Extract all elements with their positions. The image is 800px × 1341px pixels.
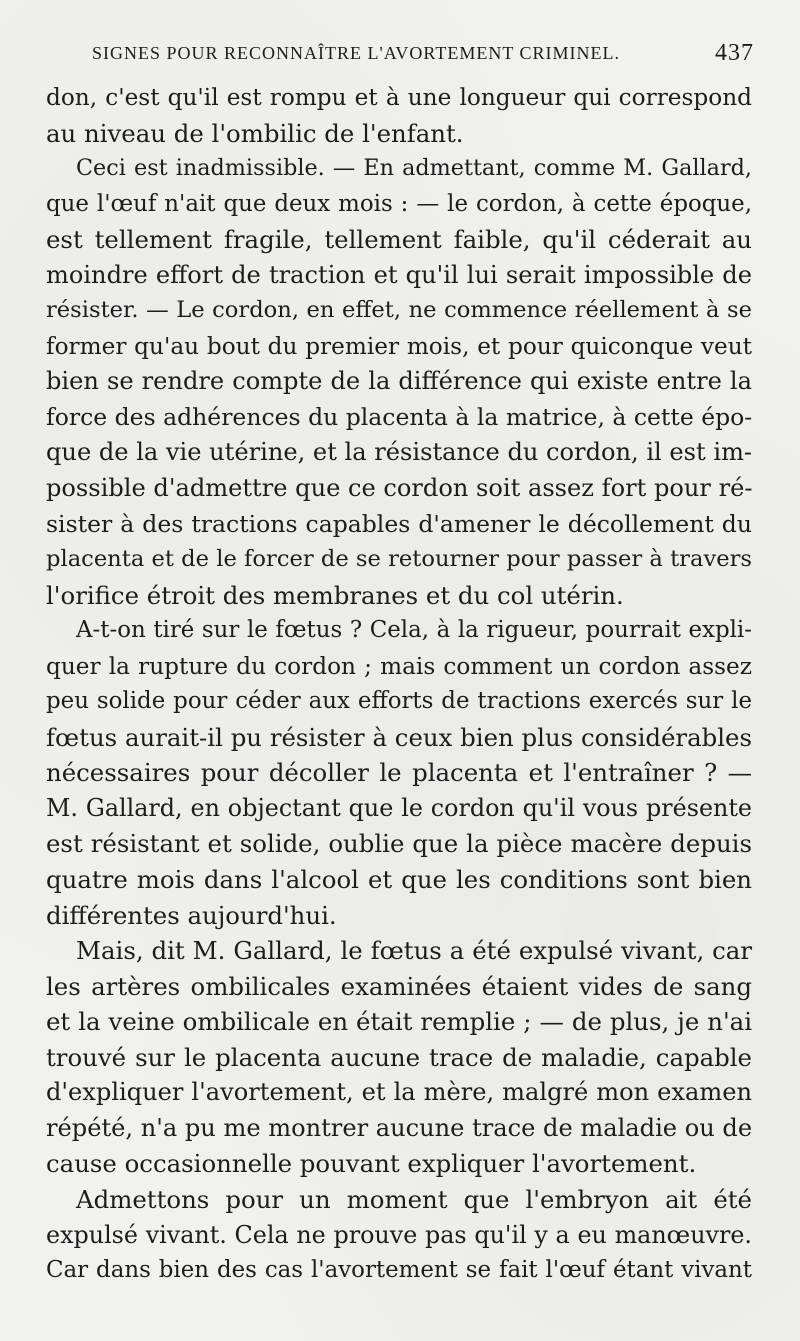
text-line: résister. — Le cordon, en effet, ne commence réellement à se bbox=[46, 297, 752, 324]
text-line: nécessaires pour décoller le placenta et l'entraîner ? — bbox=[46, 758, 752, 788]
text-line: quatre mois dans l'alcool et que les conditions sont bien bbox=[46, 865, 752, 895]
text-line: que l'œuf n'ait que deux mois : — le cordon, à cette époque, bbox=[46, 190, 752, 217]
text-line: quer la rupture du cordon ; mais comment un cordon assez bbox=[46, 652, 752, 680]
text-line: au niveau de l'ombilic de l'enfant. bbox=[46, 118, 464, 148]
body-text bbox=[46, 80, 752, 1289]
running-title: SIGNES POUR RECONNAÎTRE L'AVORTEMENT CRIMINEL. bbox=[92, 42, 621, 63]
text-line: expulsé vivant. Cela ne prouve pas qu'il y a eu manœuvre. bbox=[46, 1220, 752, 1249]
text-line: Admettons pour un moment que l'embryon ait été bbox=[76, 1184, 752, 1214]
text-line: M. Gallard, en objectant que le cordon qu'il vous présente bbox=[46, 793, 752, 822]
text-line: est résistant et solide, oublie que la pièce macère depuis bbox=[46, 829, 752, 859]
text-line: sister à des tractions capables d'amener le décollement du bbox=[46, 509, 752, 538]
text-line: répété, n'a pu me montrer aucune trace de maladie ou de bbox=[46, 1113, 753, 1142]
text-line: Ceci est inadmissible. — En admettant, comme M. Gallard, bbox=[76, 155, 752, 182]
text-line: les artères ombilicales examinées étaient vides de sang bbox=[46, 971, 752, 1001]
text-line: A-t-on tiré sur le fœtus ? Cela, à la rigueur, pourrait expli- bbox=[76, 617, 752, 644]
text-line: don, c'est qu'il est rompu et à une longueur qui correspond bbox=[46, 84, 752, 111]
text-line: l'orifice étroit des membranes et du col utérin. bbox=[46, 580, 624, 610]
text-line: trouvé sur le placenta aucune trace de maladie, capable bbox=[46, 1042, 752, 1072]
page-header bbox=[92, 36, 754, 70]
text-line: peu solide pour céder aux efforts de tractions exercés sur le bbox=[46, 688, 752, 715]
text-line: possible d'admettre que ce cordon soit assez fort pour ré- bbox=[46, 474, 753, 503]
text-line: bien se rendre compte de la différence qui existe entre la bbox=[46, 367, 752, 396]
text-line: cause occasionnelle pouvant expliquer l'avortement. bbox=[46, 1149, 697, 1179]
text-line: moindre effort de traction et qu'il lui serait impossible de bbox=[46, 260, 752, 289]
text-line: que de la vie utérine, et la résistance du cordon, il est im- bbox=[46, 438, 753, 467]
page-number: 437 bbox=[715, 39, 754, 66]
text-line: force des adhérences du placenta à la matrice, à cette épo- bbox=[46, 402, 753, 431]
text-line: former qu'au bout du premier mois, et pour quiconque veut bbox=[46, 332, 752, 360]
text-line: placenta et de le forcer de se retourner pour passer à travers bbox=[46, 546, 752, 573]
text-line: Car dans bien des cas l'avortement se fait l'œuf étant vivant bbox=[46, 1257, 752, 1284]
text-line: Mais, dit M. Gallard, le fœtus a été expulsé vivant, car bbox=[76, 936, 752, 966]
text-line: et la veine ombilicale en était remplie ; — de plus, je n'ai bbox=[46, 1007, 752, 1037]
text-line: différentes aujourd'hui. bbox=[46, 900, 337, 930]
text-line: est tellement fragile, tellement faible, qu'il céderait au bbox=[46, 225, 752, 255]
text-line: fœtus aurait-il pu résister à ceux bien plus considérables bbox=[46, 722, 752, 752]
text-line: d'expliquer l'avortement, et la mère, malgré mon examen bbox=[46, 1078, 752, 1107]
